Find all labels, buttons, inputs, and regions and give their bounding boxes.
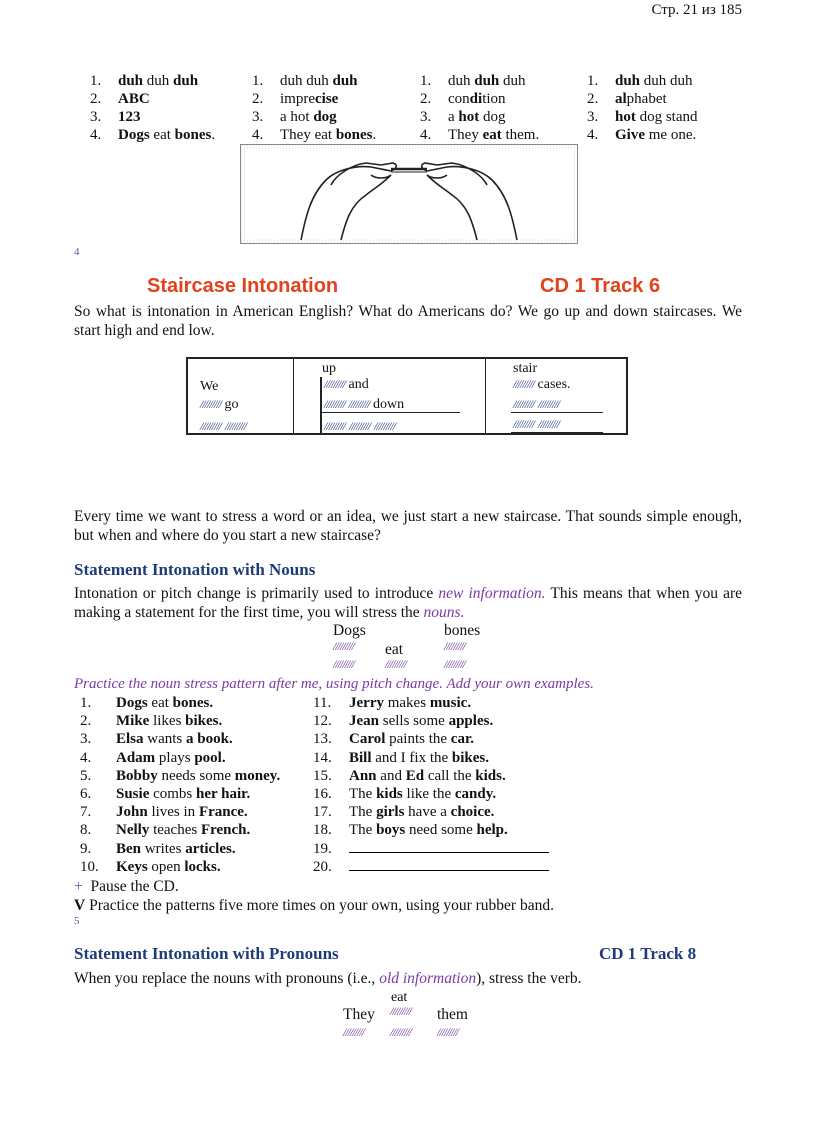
blank-line: [349, 840, 549, 853]
item-text: a hot dog: [280, 109, 337, 125]
rhythm-list-1-item: [90, 108, 250, 126]
rhythm-list-2-item: [252, 72, 412, 90]
rhythm-list-4-item: [587, 72, 757, 90]
item-number: 3.: [420, 109, 432, 125]
item-text: Dogs eat bones.: [118, 127, 216, 143]
rubber-band-illustration: [240, 144, 578, 244]
slash-bones-low: /////////: [444, 657, 466, 671]
item-text: They eat bones.: [280, 127, 377, 143]
pronoun-example-eat: eat: [391, 990, 408, 1005]
pronouns-title: Statement Intonation with Pronouns: [74, 944, 339, 963]
item-number: 5.: [80, 767, 92, 784]
practice-right-item: [313, 840, 553, 858]
item-number: 16.: [313, 786, 332, 803]
item-number: 9.: [80, 840, 92, 857]
practice-right-item: [313, 730, 553, 748]
and-step: ///////// and: [324, 377, 369, 392]
item-text: Jean sells some apples.: [349, 713, 494, 730]
item-number: 19.: [313, 840, 332, 857]
hands-stretching-rubber-band-icon: [241, 145, 577, 243]
slash-eat-high: /////////: [390, 1004, 412, 1018]
item-number: 3.: [252, 109, 264, 125]
base-step-2: ///////// ///////// /////////: [324, 419, 396, 433]
rhythm-list-3-item: [420, 108, 580, 126]
practice-left-item: [80, 712, 315, 730]
stair-step-2: ///////// /////////: [513, 397, 560, 411]
item-text: duh duh duh: [118, 73, 199, 89]
plus-icon: +: [74, 878, 83, 895]
item-text: Ann and Ed call the kids.: [349, 767, 506, 784]
item-number: 4.: [420, 127, 432, 143]
rhythm-list-4-item: [587, 90, 757, 108]
item-number: 3.: [90, 109, 102, 125]
slash-dogs-low: /////////: [333, 657, 355, 671]
item-number: 20.: [313, 858, 332, 875]
staircase-intro: So what is intonation in American English? What do Americans do? We go up and down staircases. We start high and end low.: [74, 303, 742, 339]
practice-left-item: [80, 694, 315, 712]
item-number: 17.: [313, 804, 332, 821]
practice-left-item: [80, 858, 315, 876]
item-text: [349, 840, 549, 858]
item-number: 2.: [252, 91, 264, 107]
item-text: 123: [118, 109, 141, 125]
item-text: imprecise: [280, 91, 339, 107]
practice-left-item: [80, 821, 315, 839]
item-number: 11.: [313, 695, 332, 711]
item-text: John lives in France.: [116, 804, 248, 821]
page-counter: Стр. 21 из 185: [651, 2, 742, 18]
item-number: 4.: [90, 127, 102, 143]
rhythm-list-2: [252, 72, 412, 144]
item-text: Keys open locks.: [116, 858, 221, 875]
item-text: a hot dog: [448, 109, 506, 125]
item-number: 2.: [80, 713, 92, 730]
staircase-diagram: [186, 357, 628, 435]
stress-paragraph: Every time we want to stress a word or an idea, we just start a new staircase. That sounds simple enough, but when and where do you start a new staircase?: [74, 508, 742, 544]
item-number: 8.: [80, 822, 92, 839]
item-text: Carol paints the car.: [349, 731, 474, 748]
item-text: condition: [448, 91, 506, 107]
down-step: ///////// ///////// down: [324, 397, 405, 412]
item-number: 4.: [80, 749, 92, 766]
item-text: hot dog stand: [615, 109, 698, 125]
item-text: Adam plays pool.: [116, 749, 226, 766]
practice-right-item: [313, 712, 553, 730]
item-text: They eat them.: [448, 127, 540, 143]
item-number: 1.: [252, 73, 264, 89]
item-text: duh duh duh: [615, 73, 693, 89]
blank-line: [349, 858, 549, 871]
item-text: [349, 858, 549, 876]
practice-left-item: [80, 749, 315, 767]
practice-right-item: [313, 858, 553, 876]
pronouns-track: CD 1 Track 8: [599, 944, 697, 963]
practice-left-item: [80, 840, 315, 858]
slash-eat-low-2: /////////: [390, 1025, 412, 1039]
rhythm-list-1-item: [90, 126, 250, 144]
page-number-4: 4: [74, 246, 80, 258]
slash-dogs-high: /////////: [333, 639, 355, 653]
rhythm-list-3: [420, 72, 580, 144]
pause-cd: + Pause the CD.: [74, 878, 179, 895]
item-number: 7.: [80, 804, 92, 821]
pronouns-intro: When you replace the nouns with pronouns (i.e., old information), stress the verb.: [74, 970, 582, 987]
item-text: duh duh duh: [280, 73, 358, 89]
item-text: Dogs eat bones.: [116, 695, 214, 711]
practice-list-left: [80, 694, 315, 876]
rhythm-list-3-item: [420, 126, 580, 144]
rhythm-list-2-item: [252, 126, 412, 144]
practice-right-item: [313, 821, 553, 839]
item-number: 4.: [587, 127, 599, 143]
cases-step: ///////// cases.: [513, 377, 571, 392]
practice-instruction: Practice the noun stress pattern after me, using pitch change. Add your own examples.: [74, 676, 594, 692]
item-text: Jerry makes music.: [349, 695, 472, 711]
practice-left-item: [80, 785, 315, 803]
example-bones: bones: [444, 622, 481, 639]
practice-left-item: [80, 767, 315, 785]
item-number: 15.: [313, 767, 332, 784]
slash-bones-high: /////////: [444, 639, 466, 653]
item-text: Nelly teaches French.: [116, 822, 251, 839]
practice-right-item: [313, 803, 553, 821]
word-up: up: [322, 361, 336, 376]
item-number: 1.: [587, 73, 599, 89]
base-step-1: ///////// /////////: [200, 419, 247, 433]
item-text: The kids like the candy.: [349, 786, 497, 803]
go-step: ///////// go: [200, 397, 239, 412]
slash-them-low: /////////: [437, 1025, 459, 1039]
item-text: alphabet: [615, 91, 667, 107]
item-number: 13.: [313, 731, 332, 748]
nouns-title: Statement Intonation with Nouns: [74, 560, 316, 579]
item-text: Bill and I fix the bikes.: [349, 749, 490, 766]
pronoun-example-them: them: [437, 1006, 468, 1023]
item-number: 12.: [313, 713, 332, 730]
rhythm-list-1-item: [90, 90, 250, 108]
nouns-intro: Intonation or pitch change is primarily used to introduce new information. This means that when you are making a statement for the first time, you will stress the nouns.: [74, 585, 743, 621]
item-text: ABC: [118, 91, 150, 107]
practice-list-right: [313, 694, 553, 876]
item-text: Elsa wants a book.: [116, 731, 233, 748]
item-number: 4.: [252, 127, 264, 143]
item-text: Ben writes articles.: [116, 840, 236, 857]
item-text: duh duh duh: [448, 73, 526, 89]
item-number: 2.: [587, 91, 599, 107]
item-number: 3.: [80, 731, 92, 748]
rhythm-list-4-item: [587, 108, 757, 126]
rhythm-list-2-item: [252, 90, 412, 108]
practice-left-item: [80, 803, 315, 821]
slash-eat-low: /////////: [385, 657, 407, 671]
practice-more: V Practice the patterns five more times on your own, using your rubber band.: [74, 897, 554, 914]
item-number: 6.: [80, 786, 92, 803]
item-text: The boys need some help.: [349, 822, 508, 839]
staircase-track: CD 1 Track 6: [540, 275, 661, 297]
item-number: 1.: [420, 73, 432, 89]
item-text: Bobby needs some money.: [116, 767, 281, 784]
word-we: We: [200, 379, 219, 394]
rhythm-list-3-item: [420, 90, 580, 108]
staircase-title: Staircase Intonation: [147, 275, 339, 297]
rhythm-list-1: [90, 72, 250, 144]
item-number: 18.: [313, 822, 332, 839]
item-number: 3.: [587, 109, 599, 125]
rhythm-list-4: [587, 72, 757, 144]
item-text: Mike likes bikes.: [116, 713, 223, 730]
practice-right-item: [313, 749, 553, 767]
item-number: 2.: [90, 91, 102, 107]
rhythm-list-4-item: [587, 126, 757, 144]
item-text: Susie combs her hair.: [116, 786, 251, 803]
practice-right-item: [313, 767, 553, 785]
practice-right-item: [313, 694, 553, 712]
rhythm-list-1-item: [90, 72, 250, 90]
item-text: Give me one.: [615, 127, 697, 143]
slash-they-low: /////////: [343, 1025, 365, 1039]
rhythm-list-2-item: [252, 108, 412, 126]
page-number-5: 5: [74, 915, 80, 927]
checkmark-icon: V: [74, 897, 86, 914]
rhythm-list-3-item: [420, 72, 580, 90]
practice-left-item: [80, 730, 315, 748]
example-eat: eat: [385, 641, 404, 658]
word-stair: stair: [513, 361, 538, 376]
item-number: 14.: [313, 749, 332, 766]
item-number: 1.: [90, 73, 102, 89]
item-text: The girls have a choice.: [349, 804, 495, 821]
stair-step-3: ///////// /////////: [513, 417, 560, 431]
practice-right-item: [313, 785, 553, 803]
pronoun-example-they: They: [343, 1006, 375, 1023]
item-number: 1.: [80, 695, 92, 711]
item-number: 2.: [420, 91, 432, 107]
example-dogs: Dogs: [333, 622, 366, 639]
item-number: 10.: [80, 858, 99, 875]
